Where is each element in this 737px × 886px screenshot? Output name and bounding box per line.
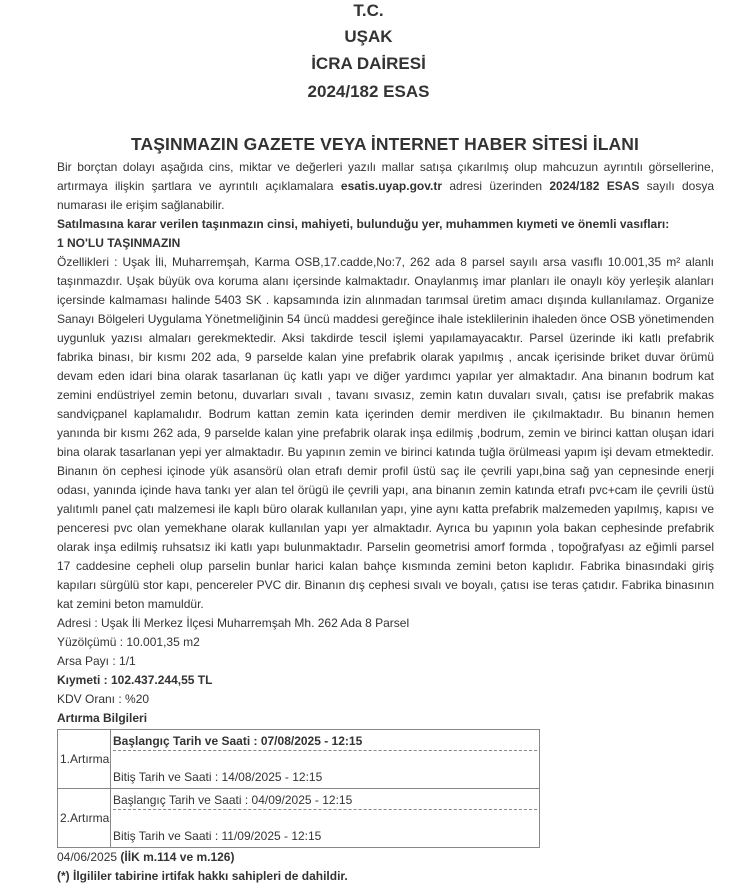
address-line: Adresi : Uşak İli Merkez İlçesi Muharremşah Mh. 262 Ada 8 Parsel — [57, 616, 410, 630]
auction-start: Başlangıç Tarih ve Saati : 07/08/2025 - 12:15 — [113, 734, 363, 748]
auction-dates — [111, 730, 540, 789]
auction-label: 1.Artırma — [58, 730, 111, 789]
value-line: Kıymeti : 102.437.244,55 TL — [57, 673, 213, 687]
table-row — [58, 789, 540, 848]
divider — [113, 750, 537, 751]
page-title: TAŞINMAZIN GAZETE VEYA İNTERNET HABER SİTESİ İLANI — [131, 134, 639, 154]
section-heading: Satılmasına karar verilen taşınmazın cinsi, mahiyeti, bulunduğu yer, muhammen kıymeti ve önemli vasıfları: — [57, 217, 670, 231]
auction-table — [57, 729, 540, 848]
footer-date: 04/06/2025 — [57, 850, 121, 864]
divider — [113, 809, 537, 810]
area-line: Yüzölçümü : 10.001,35 m2 — [57, 635, 200, 649]
intro-paragraph — [57, 158, 714, 215]
footer-law: (İİK m.114 ve m.126) — [120, 850, 235, 864]
auction-start: Başlangıç Tarih ve Saati : 04/09/2025 - 12:15 — [113, 793, 353, 807]
auction-heading: Artırma Bilgileri — [57, 711, 148, 725]
header-tc: T.C. — [353, 1, 384, 20]
auction-label: 2.Artırma — [58, 789, 111, 848]
item-heading: 1 NO'LU TAŞINMAZIN — [57, 236, 181, 250]
case-number-inline: 2024/182 ESAS — [549, 179, 640, 193]
vat-line: KDV Oranı : %20 — [57, 692, 150, 706]
auction-end: Bitiş Tarih ve Saati : 14/08/2025 - 12:15 — [113, 770, 323, 784]
intro-text-2: adresi üzerinden — [442, 179, 550, 193]
table-row — [58, 730, 540, 789]
auction-end: Bitiş Tarih ve Saati : 11/09/2025 - 12:15 — [113, 829, 322, 843]
property-description: Özellikleri : Uşak İli, Muharremşah, Karma OSB,17.cadde,No:7, 262 ada 8 parsel sayılı arsa vasıflı 10.001,35 m² alanlı taşınmazdır. Uşak büyük ova koruma alanı içersinde kalmaktadır. Onaylanmış imar planları ile onaylı köy yerleşik alanları içersinde kalmaması halinde 5403 SK . kapsamında izin alınmadan tarımsal üretim amacı dışında kullanılamaz. Organize Sanayı Bölgeleri Uygulama Yönetmeliğinin 54 üncü maddesi gereğince ihale isteklilerinin ihaleden önce OSB yönetimenden uygunluk yazısı almaları gerekmektedir. Aksi takdirde tescil işlemi yapılamayacaktır. Parsel üzerinde iki katlı prefabrik fabrika binası, bir kısmı 202 ada, 9 parselde kalan yine prefabrik olarak yapılmış , ancak içerisinde briket duvar örümü devam eden idari bina olarak tasarlanan üç katlı yapı ve diğer yardımcı yapılar yer almaktadır. Ana binanın bodrum kat zemini endüstriyel zemin betonu, duvarları sıvalı , tavanı sıvasız, zemin katın duvaları sıvalı, çatısı ise prefabrik makas sandviçpanel kaplamalıdır. Bodrum kattan zemin kata içerinden demir merdiven ile çıkılmaktadır. Bu binanın hemen yanında bir kısmı 262 ada, 9 parselde kalan yine prefabrik olarak inşa edilmiş ,bodrum, zemin ve birinci kattan oluşan idari bina olarak tasarlanan yepi yer almaktadır. Bu yapının zemin ve birinci katında tuğla örülmeasi yapım işi devam etmektedir. Binanın ön cephesi içinode yük asansörü olan etrafı demir profil üstü saç ile çevrili yapı,bina sağ yan cepnesinde enerji odası, yanında içinde hava tankı yer alan tel örügü ile çevrili yapı, ana binanın zemin katında etrafı pvc+cam ile çevrili üstü yalıtımlı panel çatı malzemesi ile kaplı büro olarak kullanılan yapı, yine aynı katta prefabrik malzemeden yapılmış, kapısı ve penceresi pvc olan yemekhane olarak kullanılan yapı yer almaktadır. Ayrıca bu yapının yola bakan cephesinde prefabrik olarak inşa edilmiş ruhsatsız iki katlı yapı bulunmaktadır. Parselin geometrisi amorf formda , topoğrafyası az eğimli parsel 17 caddesine cepheli olup parselin bunlar harici kalan bahçe kısmında zemini beton kaplıdır. Fabrika binasındaki giriş kapıları sürgülü stor kapı, pencereler PVC dir. Binanın dış cephesi sıvalı ve boyalı, çatısı ise teras çatıdır. Fabrika binasının kat zemini beton mamuldür. — [57, 255, 714, 611]
auction-dates — [111, 789, 540, 848]
esatis-link[interactable]: esatis.uyap.gov.tr — [340, 179, 443, 193]
header-office: İCRA DAİRESİ — [311, 54, 426, 73]
header-case-number: 2024/182 ESAS — [307, 82, 430, 101]
intro-text-3: sayılı dosya numarası ile erişim sağlanabilir. — [57, 179, 715, 212]
footer-date-line — [57, 848, 714, 867]
intro-text-1: Bir borçtan dolayı aşağıda cins, miktar ve değerleri yazılı mallar satışa çıkarılmış olup mahcuzun ayrıntılı görsellerine, artırmaya ilişkin şartlara ve ayrıntılı açıklamalara — [57, 160, 714, 193]
document-body — [57, 158, 714, 886]
footer-note: (*) İlgililer tabirine irtifak hakkı sahipleri de dahildir. — [57, 869, 348, 883]
land-share-line: Arsa Payı : 1/1 — [57, 654, 136, 668]
header-city: UŞAK — [344, 27, 393, 46]
